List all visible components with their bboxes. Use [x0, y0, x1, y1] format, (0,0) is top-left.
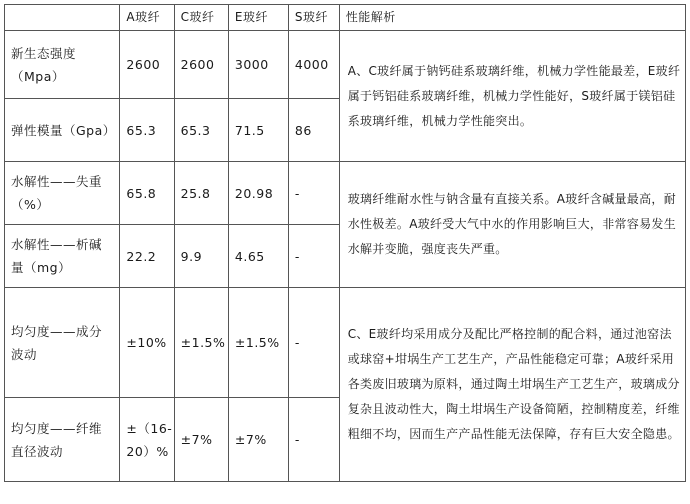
- cell-e-value: 4.65: [228, 225, 288, 288]
- cell-c-value: 65.3: [174, 99, 228, 162]
- row-property-label: 弹性模量（Gpa）: [5, 99, 120, 162]
- analysis-mechanical: A、C玻纤属于钠钙硅系玻璃纤维，机械力学性能最差，E玻纤属于钙铝硅系玻璃纤维，机械力学性能好，S玻纤属于镁铝硅系玻璃纤维，机械力学性能突出。: [339, 31, 685, 162]
- cell-c-value: 2600: [174, 31, 228, 99]
- cell-s-value: 86: [288, 99, 339, 162]
- cell-c-value: 25.8: [174, 162, 228, 225]
- cell-c-value: ±7%: [174, 398, 228, 482]
- header-s-fiber: S玻纤: [288, 5, 339, 31]
- cell-s-value: 4000: [288, 31, 339, 99]
- cell-e-value: ±7%: [228, 398, 288, 482]
- analysis-hydrolysis: 玻璃纤维耐水性与钠含量有直接关系。A玻纤含碱量最高，耐水性极差。A玻纤受大气中水的作用影响巨大，非常容易发生水解并变脆，强度丧失严重。: [339, 162, 685, 288]
- row-property-label: 水解性——失重（%）: [5, 162, 120, 225]
- cell-a-value: 65.8: [120, 162, 174, 225]
- cell-s-value: -: [288, 225, 339, 288]
- cell-s-value: -: [288, 398, 339, 482]
- cell-e-value: 71.5: [228, 99, 288, 162]
- cell-c-value: 9.9: [174, 225, 228, 288]
- cell-e-value: 20.98: [228, 162, 288, 225]
- cell-s-value: -: [288, 162, 339, 225]
- cell-a-value: 2600: [120, 31, 174, 99]
- cell-a-value: 65.3: [120, 99, 174, 162]
- row-property-label: 均匀度——纤维直径波动: [5, 398, 120, 482]
- cell-e-value: ±1.5%: [228, 288, 288, 398]
- row-property-label: 水解性——析碱量（mg）: [5, 225, 120, 288]
- cell-a-value: ±10%: [120, 288, 174, 398]
- header-analysis: 性能解析: [339, 5, 685, 31]
- row-property-label: 均匀度——成分波动: [5, 288, 120, 398]
- table-row: [5, 288, 686, 398]
- analysis-uniformity: C、E玻纤均采用成分及配比严格控制的配合料，通过池窑法或球窑+坩埚生产工艺生产，产品性能稳定可靠；A玻纤采用各类废旧玻璃为原料，通过陶土坩埚生产工艺生产，玻璃成分复杂且波动性大，陶土坩埚生产设备简陋，控制精度差，纤维粗细不均，因而生产产品性能无法保障，存有巨大安全隐患。: [339, 288, 685, 482]
- header-property: [5, 5, 120, 31]
- header-row: [5, 5, 686, 31]
- table-row: [5, 31, 686, 99]
- cell-e-value: 3000: [228, 31, 288, 99]
- cell-a-value: ±（16-20）%: [120, 398, 174, 482]
- table-row: [5, 162, 686, 225]
- header-e-fiber: E玻纤: [228, 5, 288, 31]
- header-c-fiber: C玻纤: [174, 5, 228, 31]
- row-property-label: 新生态强度（Mpa）: [5, 31, 120, 99]
- cell-s-value: -: [288, 288, 339, 398]
- header-a-fiber: A玻纤: [120, 5, 174, 31]
- cell-a-value: 22.2: [120, 225, 174, 288]
- cell-c-value: ±1.5%: [174, 288, 228, 398]
- glass-fiber-comparison-table: [4, 4, 686, 482]
